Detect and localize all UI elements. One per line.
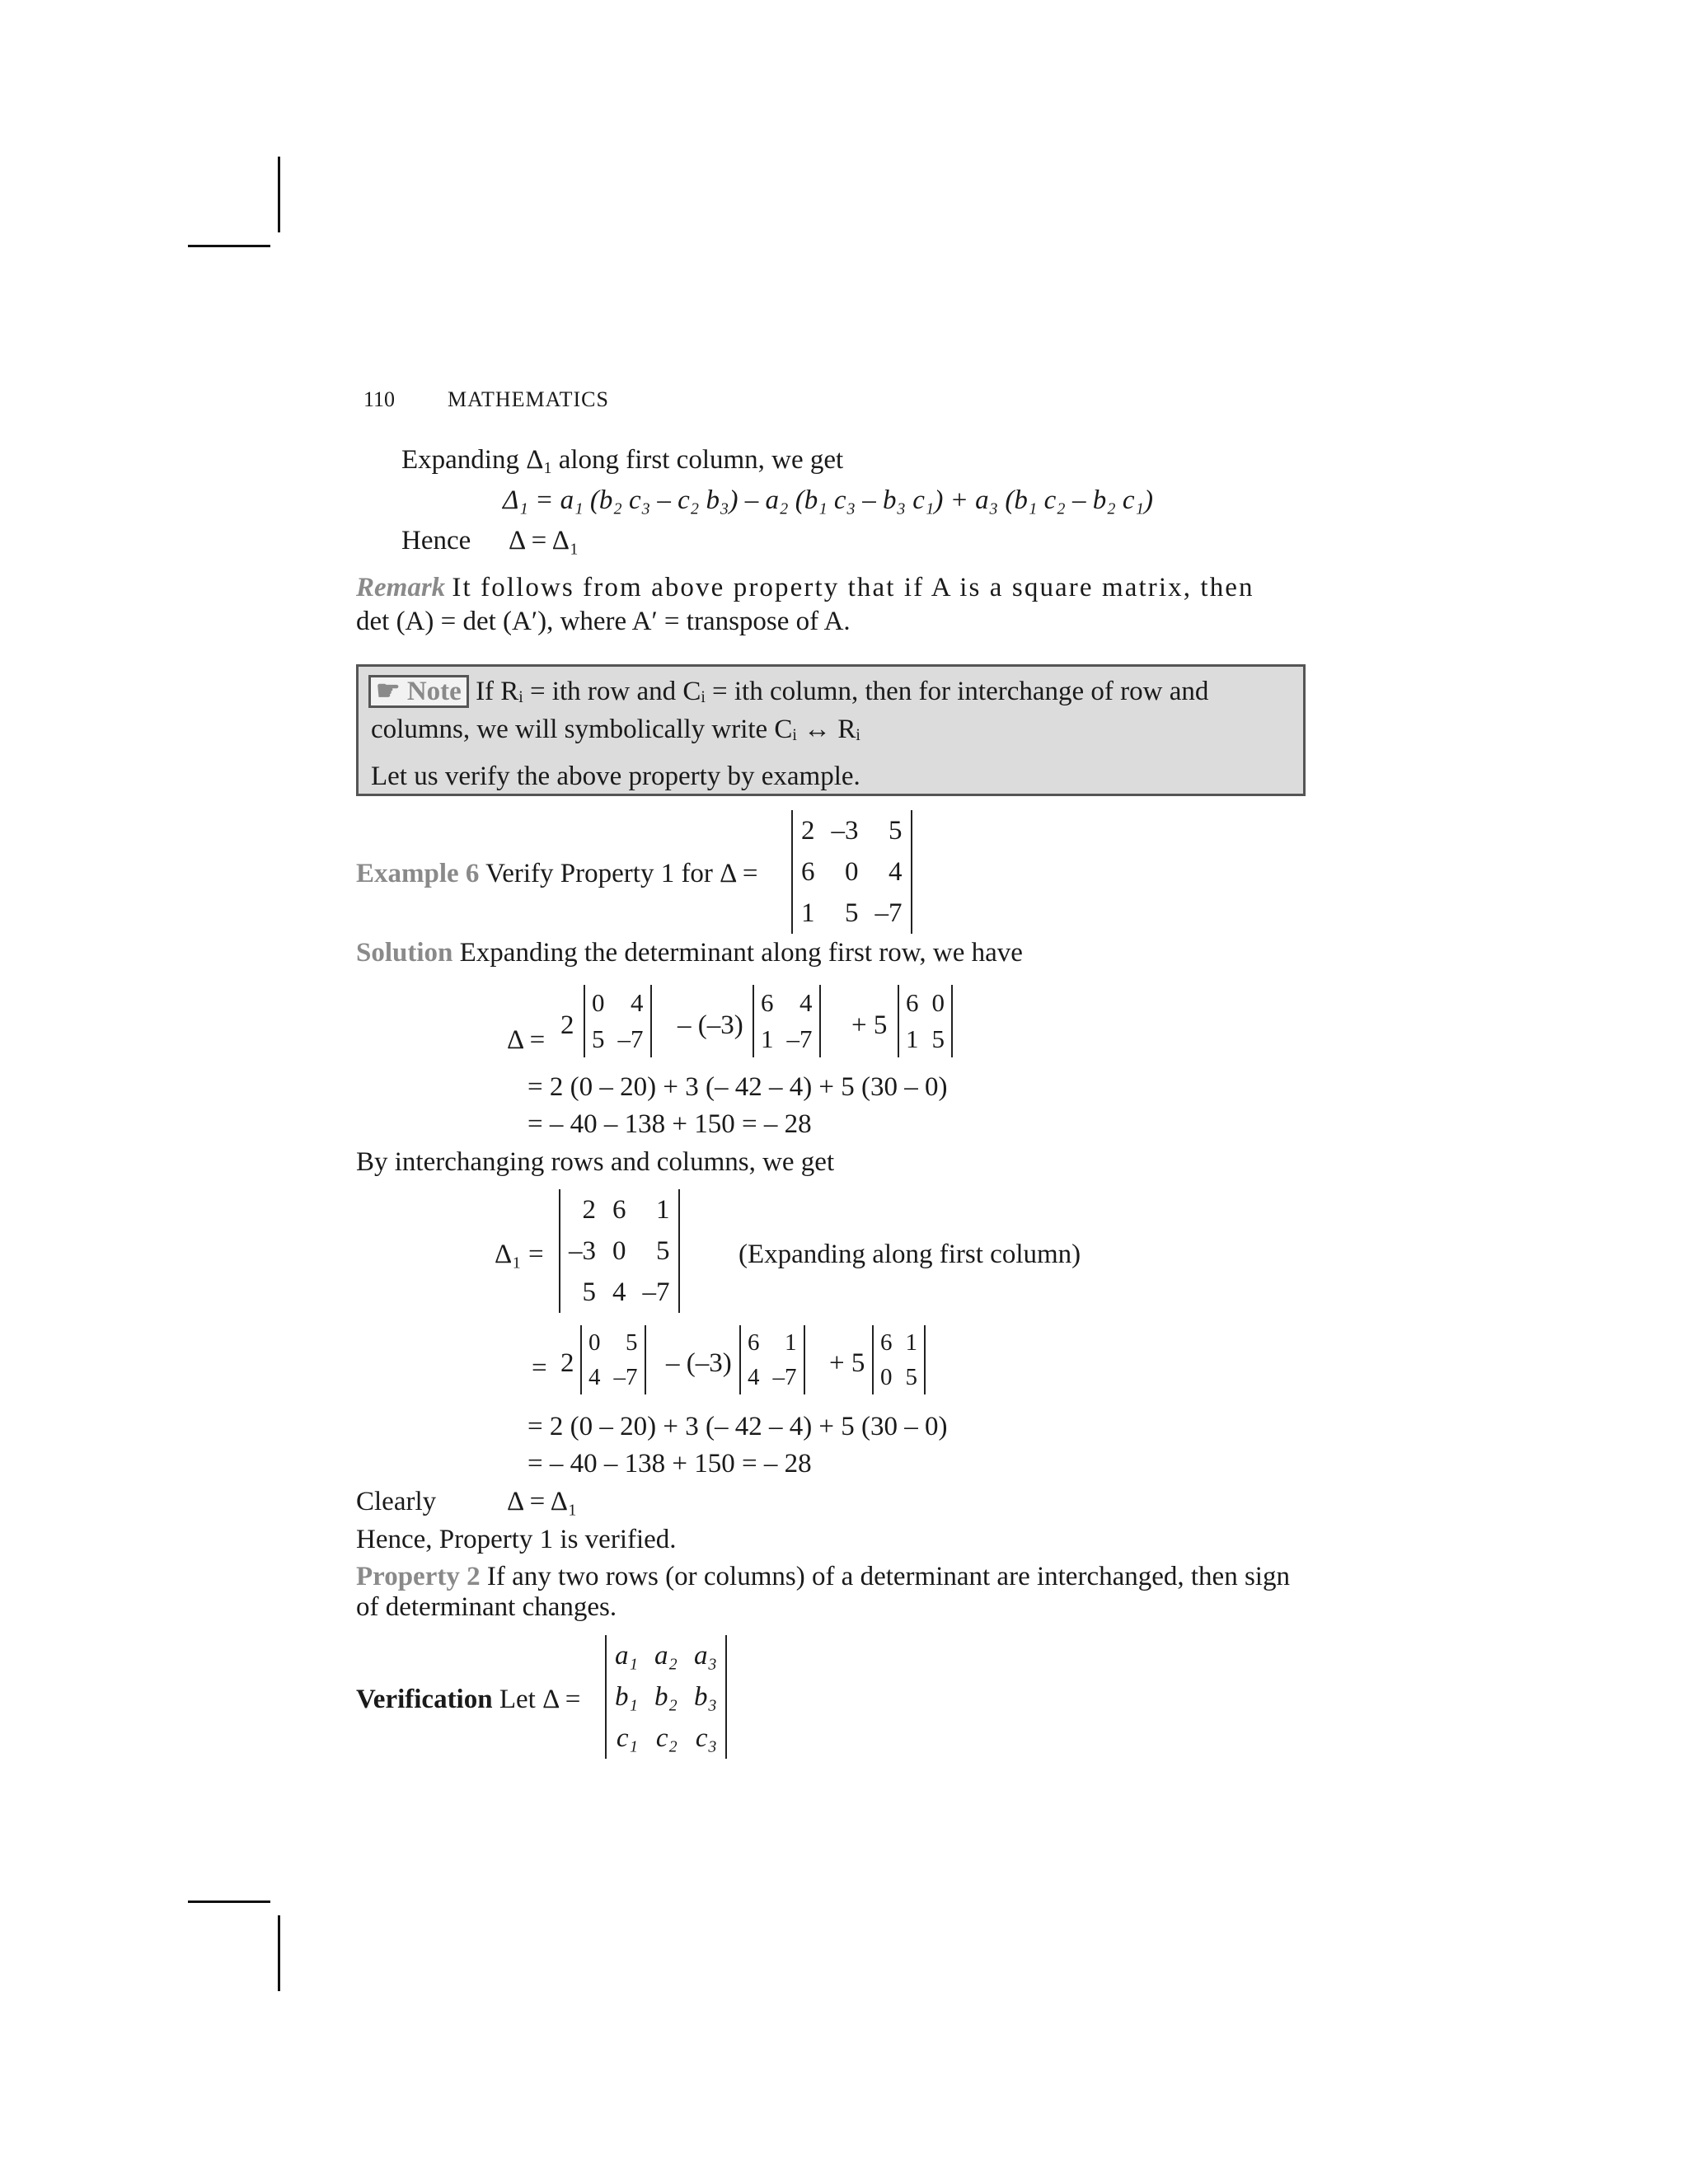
solution-minor-1-row [585, 985, 650, 1021]
crop-mark-bottom-vertical [278, 1915, 280, 1991]
crop-mark-top-vertical [278, 157, 280, 232]
interchange-comment: (Expanding along first column) [738, 1240, 1081, 1269]
example6-matrix-cell: 4 [889, 857, 903, 887]
solution-delta-eq: Δ = [507, 1025, 546, 1055]
interchange-minor-2-cell: 4 [748, 1364, 760, 1390]
interchange-minor-2-cell: 1 [785, 1329, 797, 1356]
example6-matrix-row [793, 851, 911, 893]
interchange-matrix-cell: 6 [612, 1195, 626, 1225]
solution-minor-3-cell: 0 [931, 988, 945, 1017]
property2-line-1 [356, 1560, 1290, 1593]
note-line-3: Let us verify the above property by example. [371, 762, 860, 791]
interchange-matrix-cell: 5 [656, 1236, 670, 1266]
verification-matrix-cell: c₂ [655, 1723, 678, 1753]
interchange-minor-3 [872, 1325, 926, 1394]
example6-matrix-row [793, 810, 911, 851]
solution-minor-1-cell: –7 [617, 1024, 644, 1053]
verification-matrix-cell: b₃ [693, 1682, 717, 1712]
verification-matrix-row [607, 1718, 725, 1759]
example6-matrix-row [793, 893, 911, 934]
interchange-minor-3-cell: 5 [905, 1364, 917, 1390]
clearly-equation: Δ = Δ₁ [507, 1487, 578, 1516]
example6-determinant [791, 810, 912, 934]
interchange-matrix-row [560, 1189, 678, 1230]
example6-matrix-cell: –7 [874, 898, 903, 928]
property2-line-2: of determinant changes. [356, 1592, 617, 1622]
interchange-minor-3-row [874, 1325, 924, 1360]
note-text-1: If Rᵢ = ith row and Cᵢ = ith column, then for interchange of row and [476, 677, 1209, 706]
example6-matrix-cell: 6 [801, 857, 815, 887]
solution-minor-3-cell: 6 [906, 988, 919, 1017]
remark-line-1 [356, 571, 1306, 604]
interchange-minor-1-cell: 0 [588, 1329, 601, 1356]
interchange-matrix-cell: 1 [656, 1195, 670, 1225]
solution-minor-1-cell: 4 [631, 988, 644, 1017]
property2-text: If any two rows (or columns) of a determinant are interchanged, then sign [486, 1562, 1290, 1591]
interchange-matrix-cell: 2 [582, 1195, 596, 1225]
solution-minor-1-cell: 0 [592, 988, 605, 1017]
interchange-matrix-cell: –7 [642, 1277, 670, 1307]
interchange-matrix-cell: 0 [612, 1236, 626, 1266]
property2-label: Property 2 [356, 1562, 481, 1591]
intro-sub: 1 [543, 459, 552, 477]
clearly-label: Clearly [356, 1487, 437, 1516]
intro-line [401, 443, 843, 476]
note-line-1 [368, 675, 1208, 708]
interchange-minor-3-cell: 6 [880, 1329, 893, 1356]
interchange-minor-1-cell: –7 [613, 1364, 638, 1390]
interchange-matrix-cell: 4 [612, 1277, 626, 1307]
solution-minor-2-row [754, 1021, 819, 1057]
interchange-minor-1 [580, 1325, 646, 1394]
interchange-minor-1-cell: 5 [626, 1329, 638, 1356]
pointing-hand-icon: ☛ [376, 677, 401, 706]
example6-label: Example 6 [356, 859, 480, 888]
intro-text-b: along first column, we get [551, 445, 844, 475]
solution-step-2: = – 40 – 138 + 150 = – 28 [528, 1109, 812, 1139]
solution-minor-2-cell: 4 [799, 988, 813, 1017]
interchange-matrix-row [560, 1230, 678, 1272]
example6-matrix-cell: 2 [801, 816, 815, 846]
remark-text: It follows from above property that if A is a square matrix, then [452, 573, 1254, 602]
solution-text: Expanding the determinant along first row, we have [459, 938, 1023, 968]
solution-op-3: + 5 [851, 1010, 888, 1040]
solution-step-1: = 2 (0 – 20) + 3 (– 42 – 4) + 5 (30 – 0) [528, 1072, 948, 1102]
remark-line-2: det (A) = det (A′), where A′ = transpose of A. [356, 607, 851, 636]
hence-label: Hence [401, 526, 471, 555]
example6-matrix-cell: 5 [889, 816, 903, 846]
interchange-minor-2 [739, 1325, 805, 1394]
verification-line [356, 1683, 580, 1716]
solution-coef-1: 2 [560, 1010, 574, 1040]
verification-matrix-row [607, 1635, 725, 1676]
interchange-minor-2-cell: –7 [772, 1364, 797, 1390]
interchange-minor-2-row [741, 1360, 804, 1394]
note-tag [368, 675, 469, 708]
interchange-delta1-eq: Δ₁ = [495, 1240, 544, 1269]
solution-line [356, 936, 1023, 969]
verification-matrix-cell: c₃ [695, 1723, 717, 1753]
example6-text: Verify Property 1 for Δ = [485, 859, 758, 888]
solution-minor-1-row [585, 1021, 650, 1057]
interchange-matrix-row [560, 1272, 678, 1313]
interchange-minor-2-cell: 6 [748, 1329, 760, 1356]
solution-minor-3-cell: 5 [931, 1024, 945, 1053]
verification-matrix-cell: c₁ [616, 1723, 638, 1753]
solution-minor-3-row [899, 1021, 951, 1057]
solution-minor-3 [898, 985, 953, 1057]
interchange-minor-1-row [582, 1325, 645, 1360]
verification-matrix-cell: a₃ [693, 1641, 717, 1671]
example6-matrix-cell: –3 [831, 816, 859, 846]
hence-equation: Δ = Δ₁ [509, 526, 579, 555]
remark-label: Remark [356, 573, 446, 602]
interchange-line: By interchanging rows and columns, we get [356, 1147, 835, 1177]
verification-label: Verification [356, 1685, 493, 1714]
solution-minor-3-cell: 1 [906, 1024, 919, 1053]
note-line-2: columns, we will symbolically write Cᵢ ↔ Rᵢ [371, 715, 860, 744]
note-box [356, 664, 1306, 796]
intro-text-a: Expanding Δ [401, 445, 544, 475]
solution-minor-2-cell: 6 [761, 988, 774, 1017]
verification-determinant [605, 1635, 727, 1759]
crop-mark-top-horizontal [188, 245, 270, 247]
interchange-minor-2-row [741, 1325, 804, 1360]
interchange-step-1: = 2 (0 – 20) + 3 (– 42 – 4) + 5 (30 – 0) [528, 1412, 948, 1441]
interchange-minor-3-cell: 1 [905, 1329, 917, 1356]
example6-matrix-cell: 5 [845, 898, 859, 928]
interchange-matrix-cell: 5 [582, 1277, 596, 1307]
solution-minor-2 [753, 985, 821, 1057]
expansion-formula: Δ₁ = a₁ (b₂ c₃ – c₂ b₃) – a₂ (b₁ c₃ – b₃ c₁) + a₃ (b₁ c₂ – b₂ c₁) [503, 485, 1154, 515]
verification-matrix-cell: a₁ [615, 1641, 638, 1671]
interchange-determinant [559, 1189, 680, 1313]
example6-line [356, 857, 757, 890]
interchange-step-2: = – 40 – 138 + 150 = – 28 [528, 1449, 812, 1479]
solution-minor-2-row [754, 985, 819, 1021]
running-title: MATHEMATICS [448, 387, 609, 411]
solution-label: Solution [356, 938, 453, 968]
verification-matrix-cell: b₂ [654, 1682, 678, 1712]
solution-minor-2-cell: 1 [761, 1024, 774, 1053]
verification-matrix-cell: b₁ [615, 1682, 638, 1712]
crop-mark-bottom-horizontal [188, 1900, 270, 1903]
solution-minor-1 [584, 985, 652, 1057]
interchange-op-3: + 5 [829, 1348, 865, 1378]
verification-matrix-cell: a₂ [654, 1641, 678, 1671]
page-number: 110 [363, 387, 396, 411]
example6-matrix-cell: 1 [801, 898, 815, 928]
note-tag-label: Note [406, 677, 462, 706]
interchange-minor-3-row [874, 1360, 924, 1394]
solution-minor-3-row [899, 985, 951, 1021]
solution-minor-2-cell: –7 [786, 1024, 813, 1053]
interchange-eq: = [532, 1353, 547, 1383]
interchange-op-2: – (–3) [666, 1348, 732, 1378]
interchange-matrix-cell: –3 [569, 1236, 596, 1266]
interchange-minor-1-cell: 4 [588, 1364, 601, 1390]
verified-line: Hence, Property 1 is verified. [356, 1525, 677, 1554]
verification-matrix-row [607, 1676, 725, 1718]
solution-op-2: – (–3) [678, 1010, 743, 1040]
interchange-minor-1-row [582, 1360, 645, 1394]
interchange-minor-3-cell: 0 [880, 1364, 893, 1390]
example6-matrix-cell: 0 [845, 857, 859, 887]
verification-text: Let Δ = [499, 1685, 581, 1714]
solution-minor-1-cell: 5 [592, 1024, 605, 1053]
interchange-coef-1: 2 [560, 1348, 574, 1378]
